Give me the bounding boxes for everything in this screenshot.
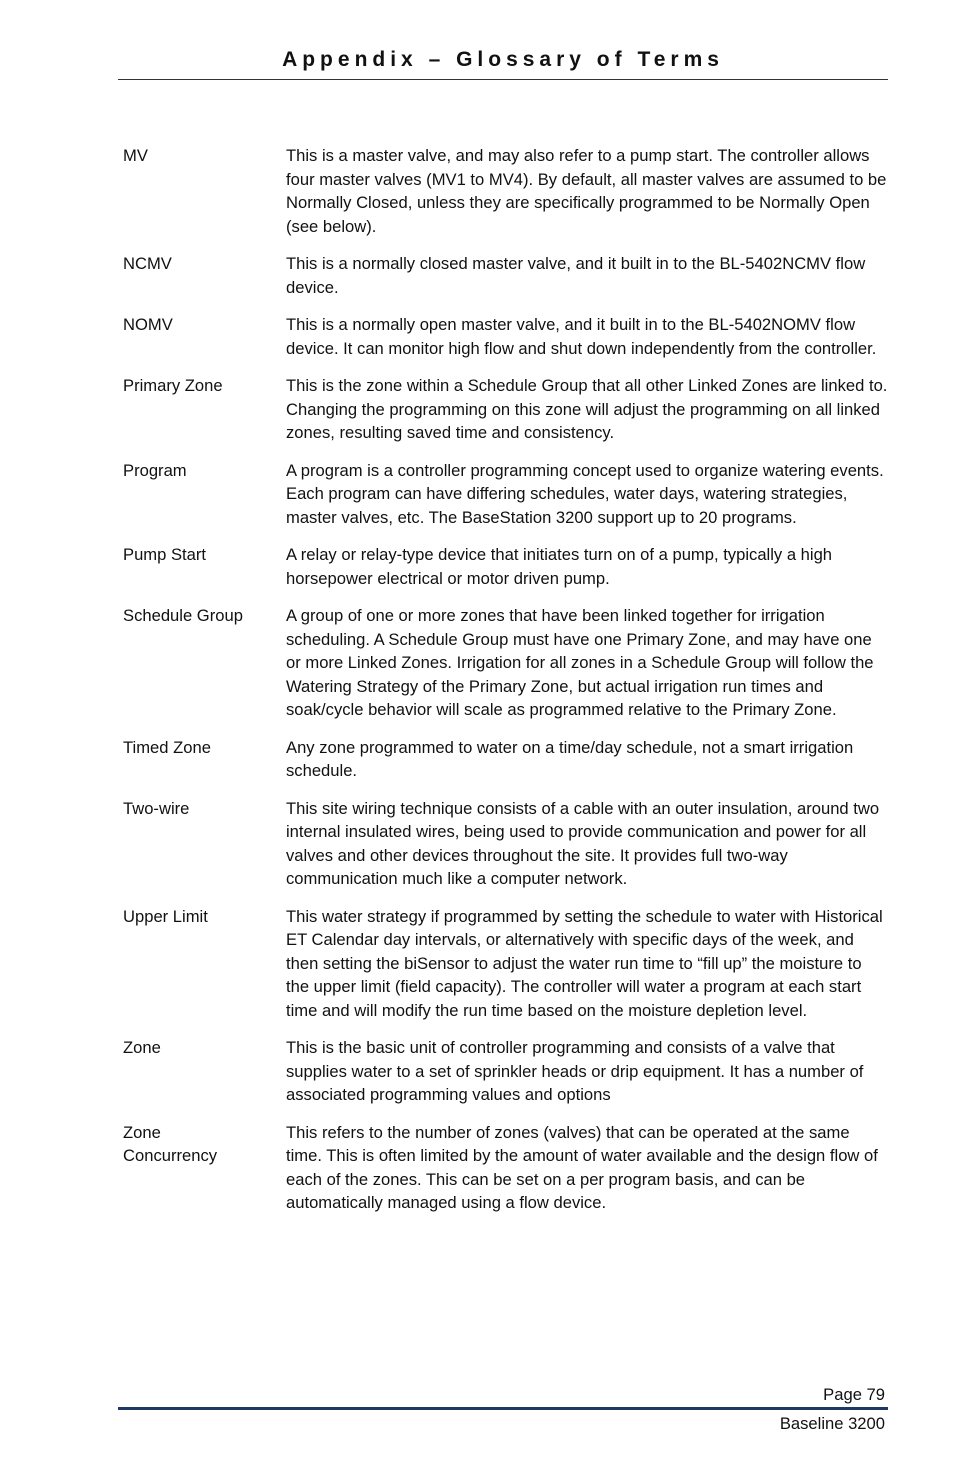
glossary-definition: This refers to the number of zones (valves) that can be operated at the same time. This is often limited by the amount of water available and the design flow of each of the zones. This can be set on a per program basis, and can be automatically managed using a flow device. bbox=[286, 1122, 878, 1212]
glossary-definition: This is a normally closed master valve, and it built in to the BL-5402NCMV flow device. bbox=[286, 254, 866, 297]
glossary-term: Schedule Group bbox=[123, 606, 243, 625]
glossary-term: Upper Limit bbox=[123, 906, 208, 926]
footer-divider bbox=[118, 1407, 888, 1410]
page-title: Appendix – Glossary of Terms bbox=[282, 48, 724, 71]
glossary-entry bbox=[123, 905, 888, 1023]
glossary-definition: This is the basic unit of controller programming and consists of a valve that supplies water to a set of sprinkler heads or drip equipment. It has a number of associated programming values and options bbox=[286, 1038, 864, 1104]
glossary-term: Two-wire bbox=[123, 798, 190, 818]
glossary-definition: A relay or relay-type device that initiates turn on of a pump, typically a high horsepower electrical or motor driven pump. bbox=[286, 545, 833, 588]
glossary-definition: This water strategy if programmed by setting the schedule to water with Historical ET Calendar day intervals, or alternatively with specific days of the week, and then setting the biSensor to adjust the water run time to “fill up” the moisture to the upper limit (field capacity). The controller will water a program at each start time and will modify the run time based on the moisture depletion level. bbox=[286, 906, 883, 1020]
glossary-term: Primary Zone bbox=[123, 376, 223, 395]
glossary-entry bbox=[123, 313, 888, 360]
glossary-entry bbox=[123, 797, 888, 891]
glossary-definition: This site wiring technique consists of a cable with an outer insulation, around two internal insulated wires, being used to provide communication and power for all valves and other devices throughout the site. It provides full two-way communication much like a computer network. bbox=[286, 798, 880, 888]
glossary-definition: A group of one or more zones that have been linked together for irrigation scheduling. A Schedule Group must have one Primary Zone, and may have one or more Linked Zones. Irrigation for all zones in a Schedule Group will follow the Watering Strategy of the Primary Zone, but actual irrigation run times and soak/cycle behavior will scale as programmed relative to the Primary Zone. bbox=[286, 606, 874, 719]
glossary-term: Zone bbox=[123, 1038, 161, 1057]
glossary-entry bbox=[123, 374, 888, 445]
glossary-entry bbox=[123, 736, 888, 783]
glossary-list bbox=[123, 144, 888, 1229]
glossary-term: Zone Concurrency bbox=[123, 1122, 218, 1165]
glossary-entry bbox=[123, 459, 888, 530]
glossary-entry bbox=[123, 1036, 888, 1107]
glossary-definition: A program is a controller programming concept used to organize watering events. Each program can have differing schedules, water days, watering strategies, master valves, etc. The BaseStation 3200 support up to 20 programs. bbox=[286, 460, 884, 527]
product-name: Baseline 3200 bbox=[779, 1414, 885, 1433]
glossary-term: Program bbox=[123, 460, 187, 480]
glossary-entry bbox=[123, 543, 888, 590]
header-divider bbox=[118, 79, 888, 80]
glossary-term: MV bbox=[123, 146, 148, 165]
glossary-entry bbox=[123, 144, 888, 238]
glossary-definition: This is the zone within a Schedule Group that all other Linked Zones are linked to. Changing the programming on this zone will adjust the programming on all linked zones, resulting saved time and consistency. bbox=[286, 376, 888, 442]
glossary-definition: Any zone programmed to water on a time/day schedule, not a smart irrigation schedule. bbox=[286, 737, 854, 780]
glossary-entry bbox=[123, 1121, 888, 1215]
glossary-term: Timed Zone bbox=[123, 737, 211, 757]
glossary-term: Pump Start bbox=[123, 545, 207, 564]
glossary-entry bbox=[123, 604, 888, 722]
glossary-definition: This is a master valve, and may also refer to a pump start. The controller allows four master valves (MV1 to MV4). By default, all master valves are assumed to be Normally Closed, unless they are specifically programmed to be Normally Open (see below). bbox=[286, 146, 887, 236]
glossary-entry bbox=[123, 252, 888, 299]
glossary-term: NCMV bbox=[123, 254, 172, 273]
glossary-definition: This is a normally open master valve, and it built in to the BL-5402NOMV flow device. It can monitor high flow and shut down independently from the controller. bbox=[286, 315, 877, 358]
glossary-term: NOMV bbox=[123, 315, 173, 334]
page-number: Page 79 bbox=[823, 1385, 885, 1404]
